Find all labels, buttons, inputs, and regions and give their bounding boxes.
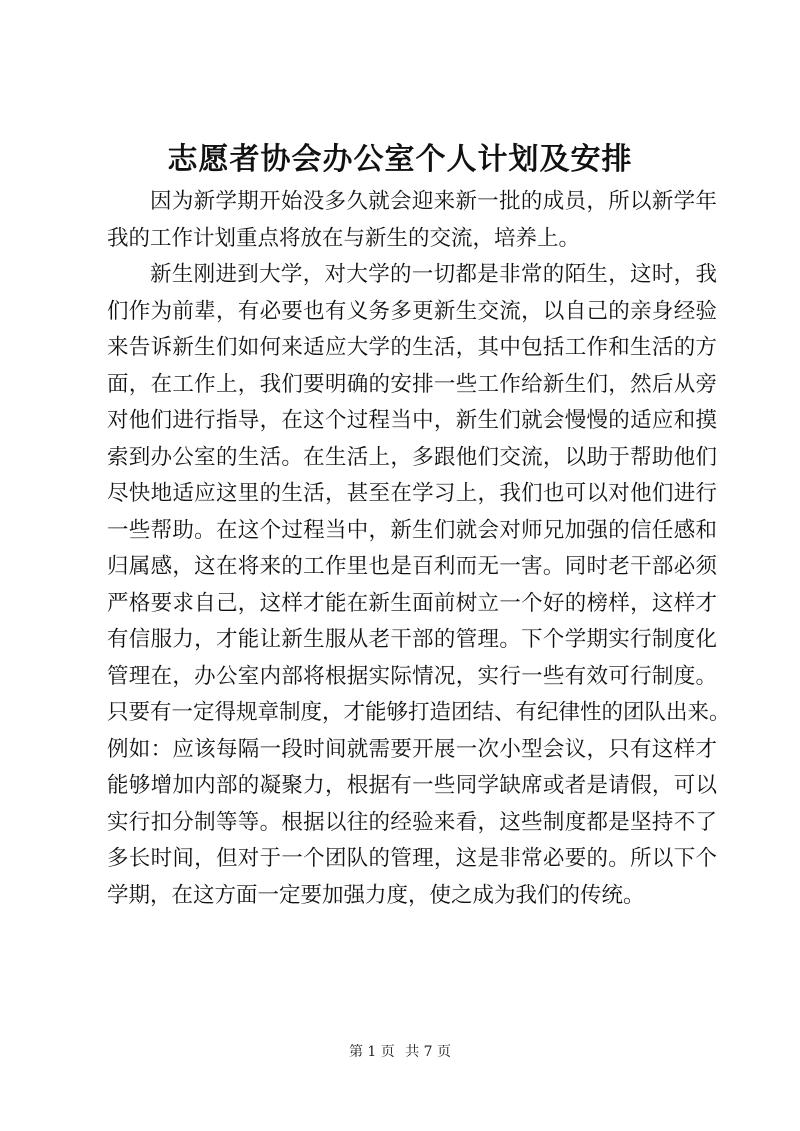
page-total: 共 7 页 [405, 1044, 452, 1060]
paragraph-line: 新生刚进到大学，对大学的一切都是非常的陌生，这时，我 [150, 262, 717, 287]
paragraph-line: 因为新学期开始没多久就会迎来新一批的成员，所以新学年 [150, 189, 717, 214]
paragraph-line: 管理在，办公室内部将根据实际情况，实行一些有效可行制度。 [107, 663, 717, 689]
paragraph-line: 归属感，这在将来的工作里也是百利而无一害。同时老干部必须 [107, 554, 717, 579]
document-body [107, 184, 731, 914]
paragraph-line: 只要有一定得规章制度，才能够打造团结、有纪律性的团队出来。 [107, 700, 731, 725]
paragraph-line: 能够增加内部的凝聚力，根据有一些同学缺席或者是请假，可以 [107, 773, 717, 798]
paragraph-line: 多长时间，但对于一个团队的管理，这是非常必要的。所以下个 [107, 846, 717, 871]
paragraph-line: 对他们进行指导，在这个过程当中，新生们就会慢慢的适应和摸 [107, 408, 717, 433]
paragraph-line: 严格要求自己，这样才能在新生面前树立一个好的榜样，这样才 [107, 590, 717, 616]
paragraph-line: 例如：应该每隔一段时间就需要开展一次小型会议，只有这样才 [107, 736, 717, 762]
paragraph-1 [107, 184, 717, 257]
paragraph-line: 来告诉新生们如何来适应大学的生活，其中包括工作和生活的方 [107, 335, 717, 360]
document-title: 志愿者协会办公室个人计划及安排 [167, 142, 633, 177]
paragraph-line: 索到办公室的生活。在生活上，多跟他们交流，以助于帮助他们 [107, 444, 717, 470]
paragraph-line: 一些帮助。在这个过程当中，新生们就会对师兄加强的信任感和 [107, 517, 717, 543]
paragraph-line: 有信服力，才能让新生服从老干部的管理。下个学期实行制度化 [107, 627, 717, 652]
paragraph-line: 实行扣分制等等。根据以往的经验来看，这些制度都是坚持不了 [107, 809, 717, 835]
paragraph-line: 面，在工作上，我们要明确的安排一些工作给新生们，然后从旁 [107, 371, 717, 397]
paragraph-line: 我的工作计划重点将放在与新生的交流，培养上。 [107, 225, 581, 251]
paragraph-line: 们作为前辈，有必要也有义务多更新生交流，以自己的亲身经验 [107, 298, 717, 324]
paragraph-2 [107, 257, 731, 914]
page-number: 第 1 页 [348, 1044, 395, 1060]
page-footer [0, 1042, 800, 1062]
paragraph-line: 学期，在这方面一定要加强力度，使之成为我们的传统。 [107, 882, 645, 908]
paragraph-line: 尽快地适应这里的生活，甚至在学习上，我们也可以对他们进行 [107, 481, 717, 506]
